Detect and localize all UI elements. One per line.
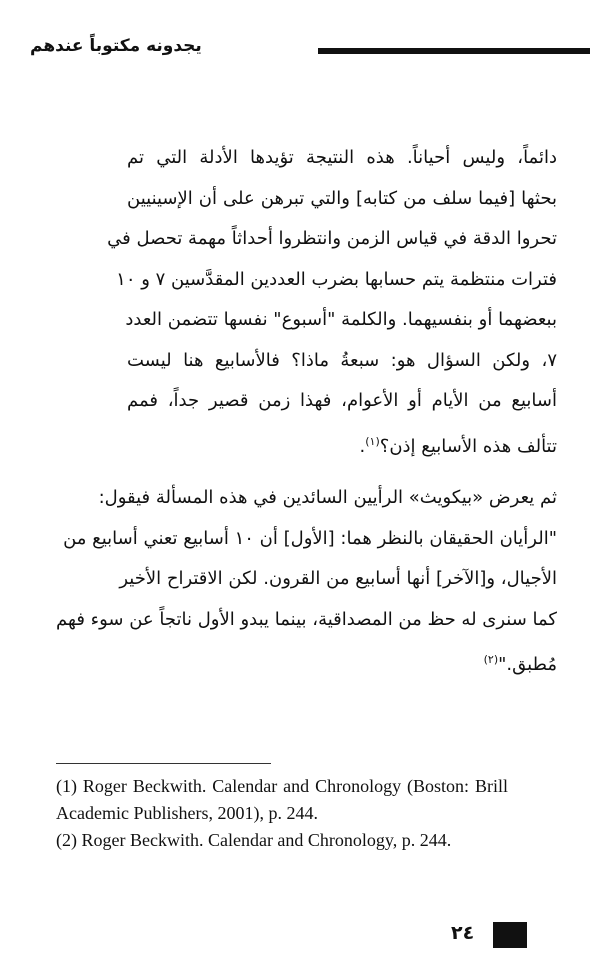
text-line: "الرأيان الحقيقان بالنظر هما: [الأول] أن ١٠ أسابيع تعني أسابيع من (63, 527, 557, 549)
paragraph-1 (107, 138, 557, 467)
text-line: تتألف هذه الأسابيع إذن؟ (379, 435, 557, 457)
header-title: يجدونه مكتوباً عندهم (30, 36, 202, 56)
text-line: ببعضهما أو بنفسيهما. والكلمة "أسبوع" نفسها تتضمن العدد (125, 309, 557, 330)
text-line: دائماً، وليس أحياناً. هذه النتيجة تؤيدها الأدلة التي تم (127, 147, 557, 168)
footnote-1: (1) Roger Beckwith. Calendar and Chronology (Boston: Brill Academic Publishers, 2001), p. 244. (56, 776, 508, 823)
text-line: فترات منتظمة يتم حسابها بضرب العددين المقدَّسين ٧ و ١٠ (116, 268, 557, 290)
text-line-last (127, 640, 557, 686)
running-header (30, 30, 591, 70)
paragraph-2 (56, 478, 557, 686)
text-line: تحروا الدقة في قياس الزمن وانتظروا أحداثاً مهمة تحصل في (107, 228, 557, 249)
text-line: ثم يعرض «بيكويث» الرأيين السائدين في هذه المسألة فيقول: (98, 487, 557, 508)
text-line-last (127, 422, 557, 468)
text-line: كما سنرى له حظ من المصداقية، بينما يبدو الأول ناتجاً عن سوء فهم (56, 608, 557, 630)
text-line: مُطبق." (498, 654, 557, 675)
footnote-ref-1[interactable]: (١) (365, 434, 380, 448)
text-line: أسابيع من الأيام أو الأعوام، فهذا زمن قصير جداً، فمم (127, 390, 557, 411)
footnote-divider (56, 763, 271, 764)
header-rule (318, 48, 590, 54)
footnote-ref-2[interactable]: (٢) (483, 653, 499, 666)
text-line: الأجيال، و[الآخر] أنها أسابيع من القرون. لكن الاقتراح الأخير (119, 568, 557, 589)
page-marker-block (493, 922, 527, 948)
page-number: ٢٤ (451, 922, 475, 944)
text-line: بحثها [فيما سلف من كتابه] والتي تبرهن على أن الإسينيين (127, 187, 557, 209)
footnotes (56, 773, 508, 854)
footnote-2: (2) Roger Beckwith. Calendar and Chronology, p. 244. (56, 830, 452, 850)
sentence-end: . (359, 435, 366, 457)
text-line: ٧، ولكن السؤال هو: سبعةُ ماذا؟ فالأسابيع هنا ليست (127, 349, 557, 371)
